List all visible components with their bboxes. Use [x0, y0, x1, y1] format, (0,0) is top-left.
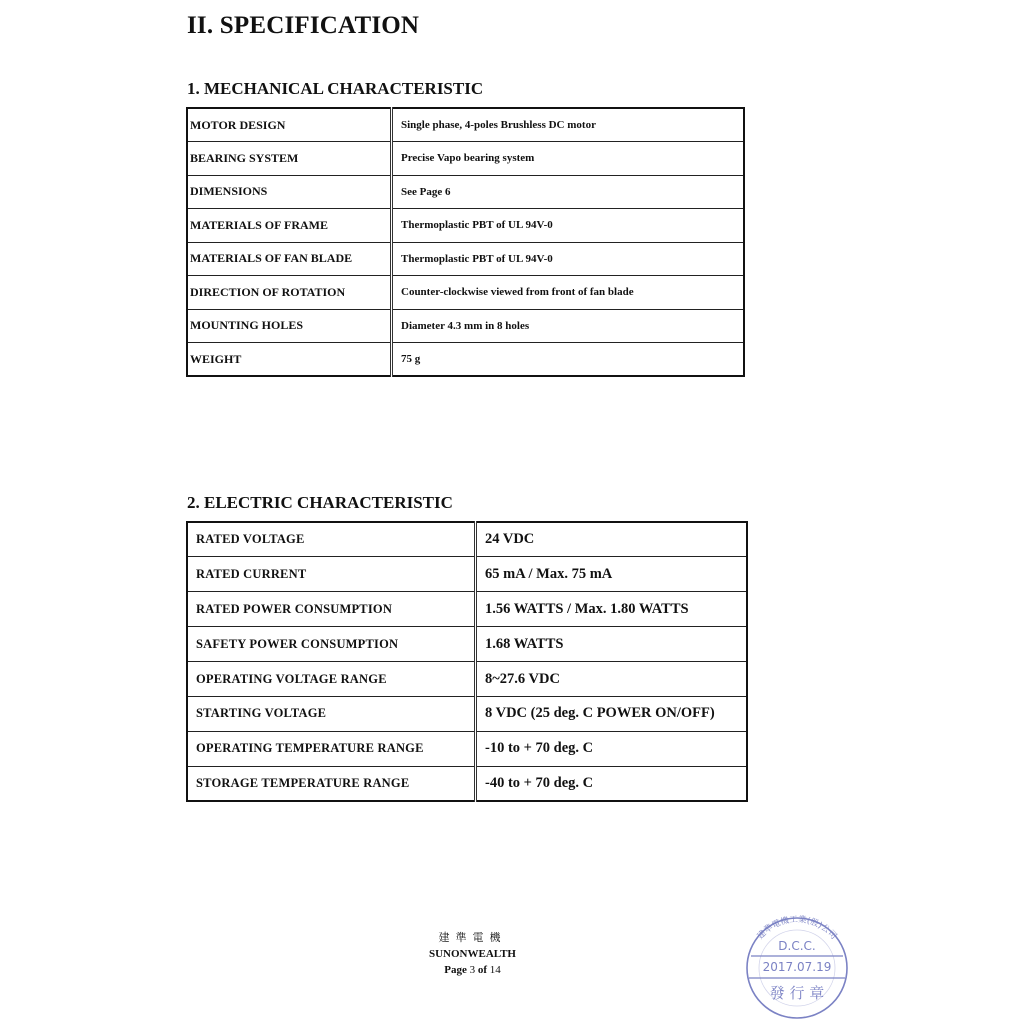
spec-label: DIMENSIONS	[187, 175, 392, 209]
spec-value: Counter-clockwise viewed from front of fan blade	[392, 276, 745, 310]
mechanical-table	[186, 107, 745, 377]
spec-label: STARTING VOLTAGE	[187, 696, 476, 731]
table-row	[187, 175, 744, 209]
company-chinese-name: 建準電機	[438, 931, 507, 944]
table-row	[187, 343, 744, 377]
stamp-date: 2017.07.19	[762, 960, 832, 974]
spec-value: 1.56 WATTS / Max. 1.80 WATTS	[476, 592, 748, 627]
electric-section-title: 2. ELECTRIC CHARACTERISTIC	[187, 493, 453, 512]
spec-value: -40 to + 70 deg. C	[476, 766, 748, 801]
table-row	[187, 209, 744, 243]
table-row	[187, 108, 744, 142]
table-row	[187, 592, 747, 627]
table-row	[187, 242, 744, 276]
spec-label: DIRECTION OF ROTATION	[187, 276, 392, 310]
table-row	[187, 276, 744, 310]
table-row	[187, 766, 747, 801]
spec-value: 65 mA / Max. 75 mA	[476, 557, 748, 592]
table-row	[187, 731, 747, 766]
page-title: II. SPECIFICATION	[187, 12, 420, 39]
spec-value: 8~27.6 VDC	[476, 662, 748, 697]
table-row	[187, 696, 747, 731]
spec-value: Thermoplastic PBT of UL 94V-0	[392, 242, 745, 276]
spec-value: Diameter 4.3 mm in 8 holes	[392, 309, 745, 343]
spec-label: BEARING SYSTEM	[187, 142, 392, 176]
spec-value: Precise Vapo bearing system	[392, 142, 745, 176]
spec-label: WEIGHT	[187, 343, 392, 377]
stamp-code: D.C.C.	[778, 939, 816, 953]
spec-label: RATED POWER CONSUMPTION	[187, 592, 476, 627]
page-footer	[380, 930, 565, 978]
page-word: Page	[444, 964, 467, 976]
spec-label: MOUNTING HOLES	[187, 309, 392, 343]
table-row	[187, 662, 747, 697]
spec-value: Single phase, 4-poles Brushless DC motor	[392, 108, 745, 142]
table-row	[187, 142, 744, 176]
spec-label: RATED CURRENT	[187, 557, 476, 592]
spec-value: 24 VDC	[476, 522, 748, 557]
spec-label: OPERATING VOLTAGE RANGE	[187, 662, 476, 697]
table-row	[187, 309, 744, 343]
table-row	[187, 557, 747, 592]
spec-label: SAFETY POWER CONSUMPTION	[187, 627, 476, 662]
spec-value: 8 VDC (25 deg. C POWER ON/OFF)	[476, 696, 748, 731]
spec-label: MATERIALS OF FAN BLADE	[187, 242, 392, 276]
page-number	[380, 962, 565, 978]
of-word: of	[477, 964, 488, 976]
table-row	[187, 627, 747, 662]
spec-label: STORAGE TEMPERATURE RANGE	[187, 766, 476, 801]
spec-value: 1.68 WATTS	[476, 627, 748, 662]
spec-label: RATED VOLTAGE	[187, 522, 476, 557]
stamp-label: 發 行 章	[769, 984, 825, 1002]
page-current: 3	[469, 964, 476, 976]
issue-stamp	[737, 910, 857, 1020]
mechanical-section-title: 1. MECHANICAL CHARACTERISTIC	[187, 79, 484, 98]
spec-label: OPERATING TEMPERATURE RANGE	[187, 731, 476, 766]
company-brand: SUNONWEALTH	[428, 948, 516, 960]
page-total: 14	[489, 964, 501, 976]
spec-value: 75 g	[392, 343, 745, 377]
spec-value: -10 to + 70 deg. C	[476, 731, 748, 766]
spec-label: MATERIALS OF FRAME	[187, 209, 392, 243]
table-row	[187, 522, 747, 557]
spec-value: Thermoplastic PBT of UL 94V-0	[392, 209, 745, 243]
spec-value: See Page 6	[392, 175, 745, 209]
stamp-company: 建準電機工業(股)公司	[755, 914, 839, 942]
electric-table	[186, 521, 748, 802]
spec-label: MOTOR DESIGN	[187, 108, 392, 142]
